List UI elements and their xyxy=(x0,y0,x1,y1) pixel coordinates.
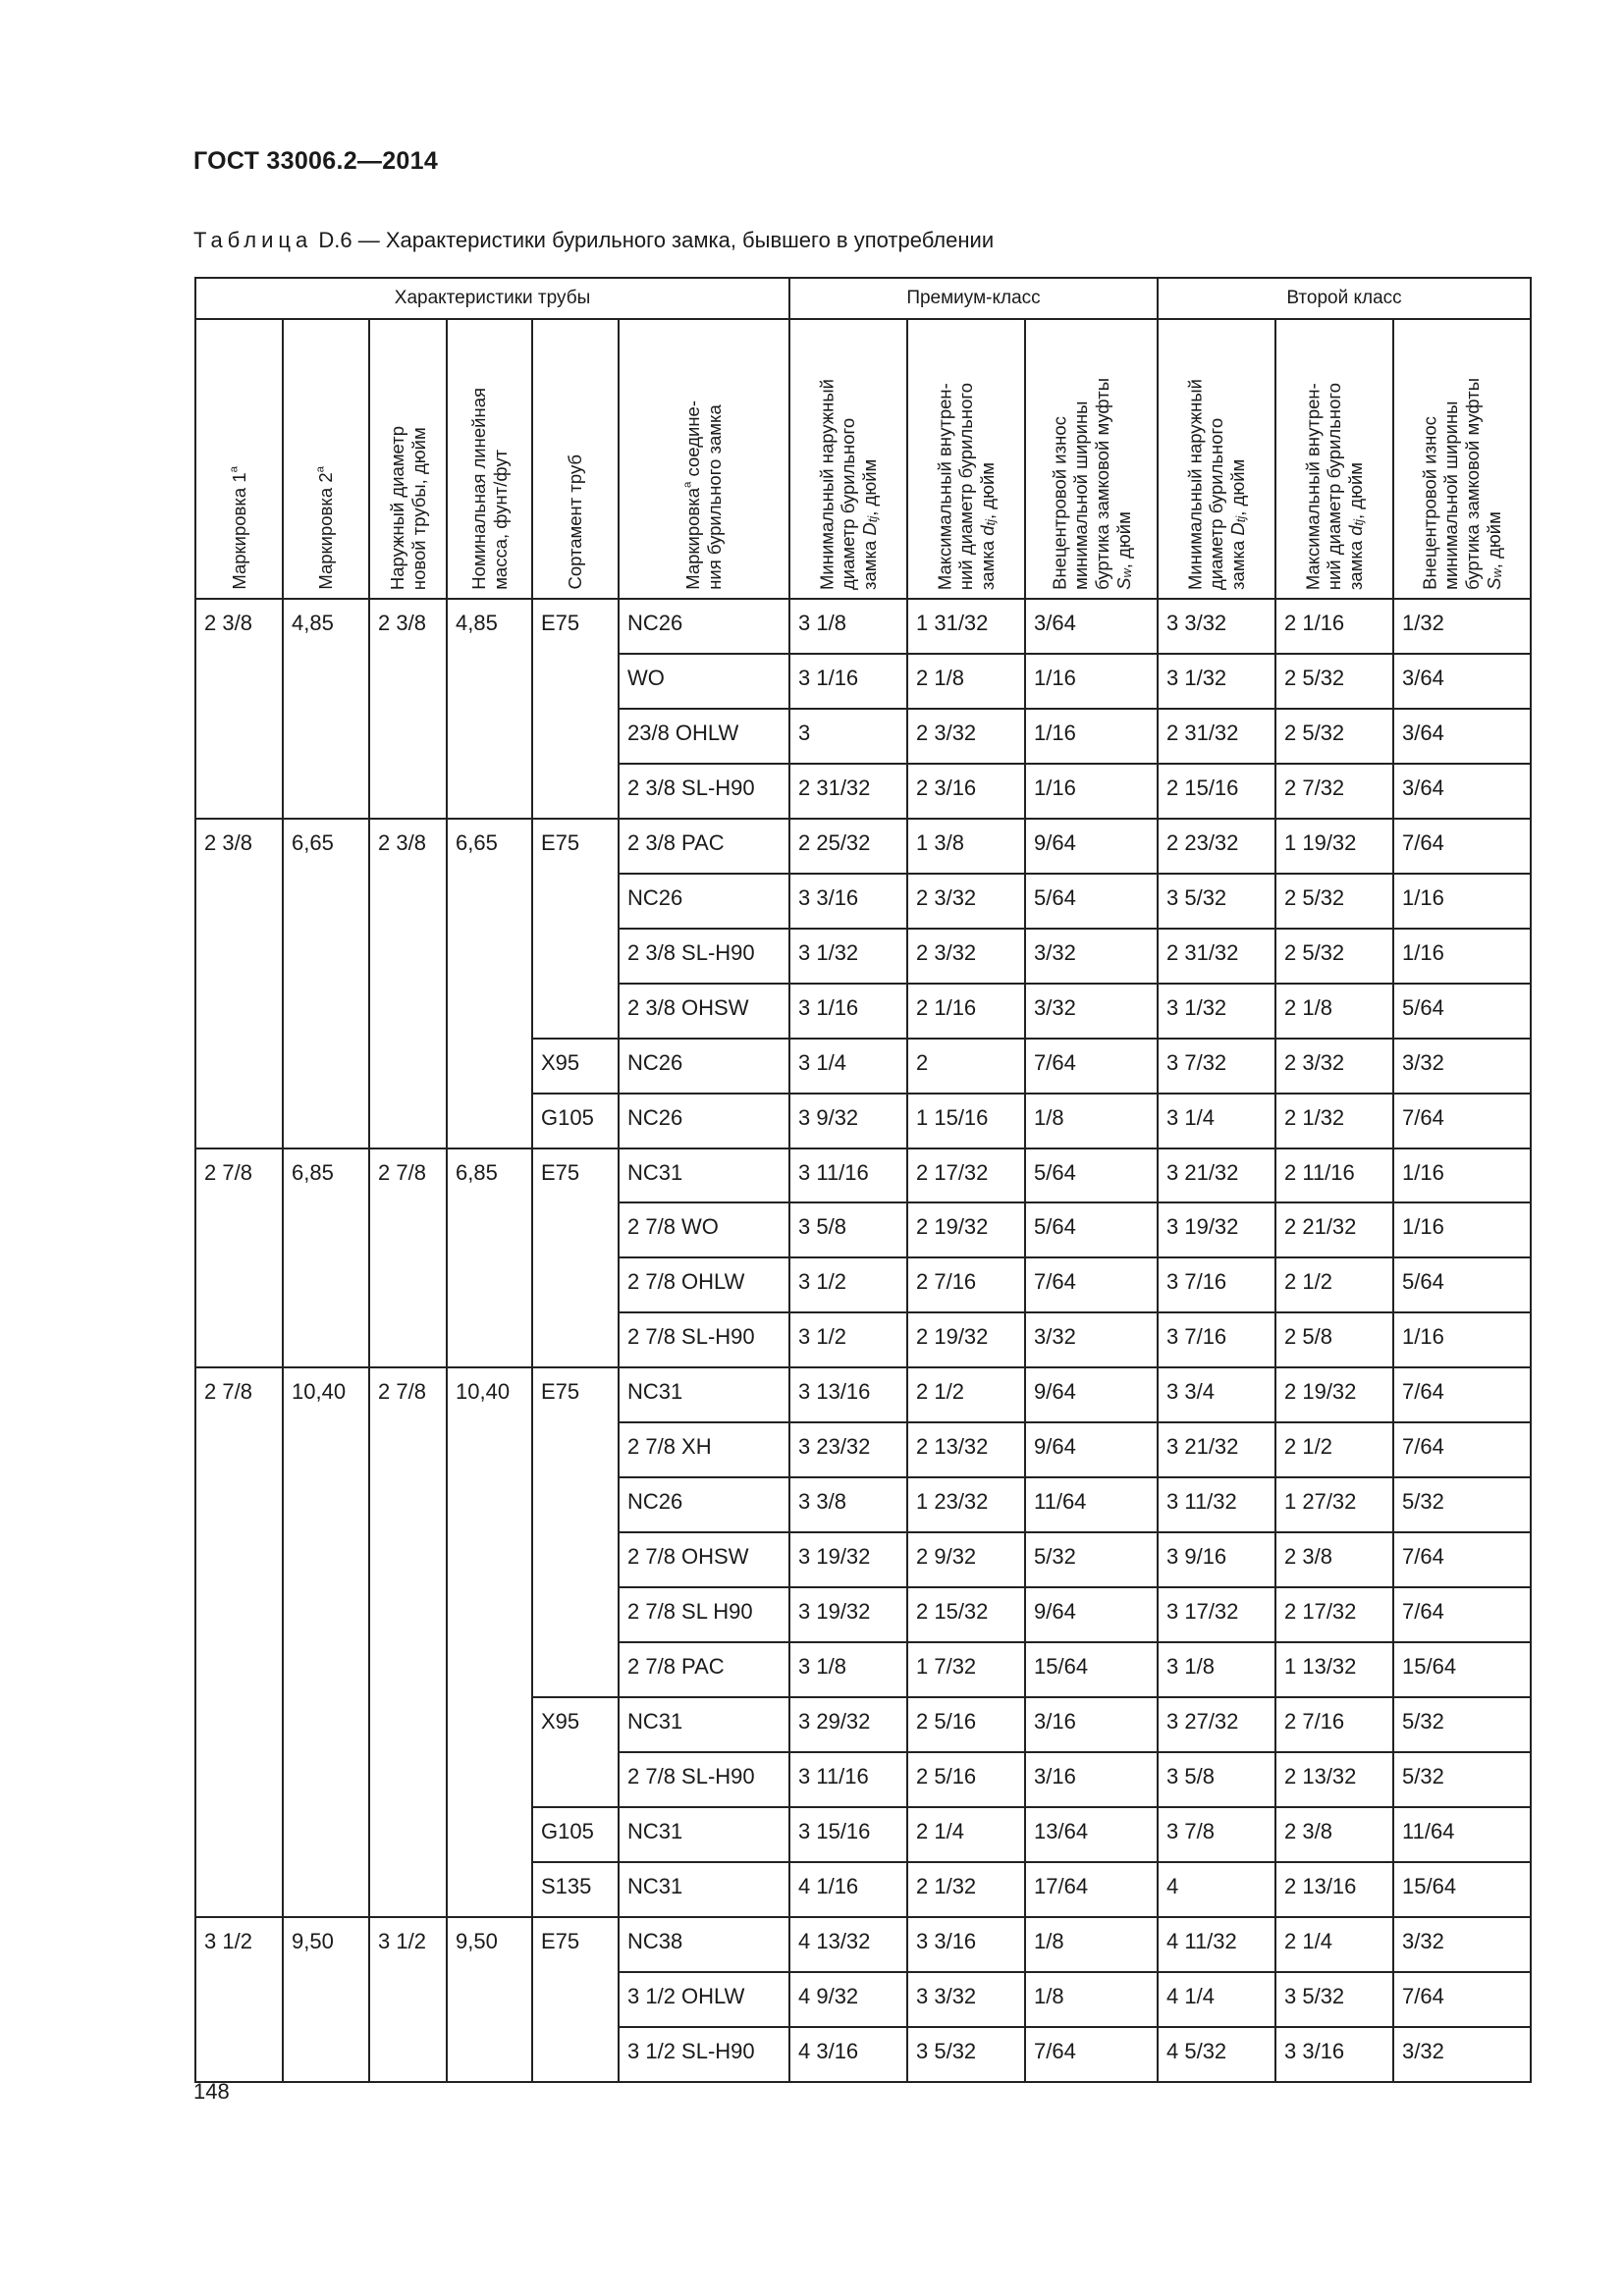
cell-second-max-id: 2 3/32 xyxy=(1275,1039,1393,1094)
cell-connection: NC26 xyxy=(619,599,789,654)
cell-premium-min-od: 3 5/8 xyxy=(789,1202,907,1257)
cell-premium-min-od: 3 1/32 xyxy=(789,929,907,984)
cell-pipe-mark1: 2 3/8 xyxy=(195,819,283,1148)
p-min-line2: диаметр бурильного xyxy=(838,417,859,590)
col-conn-label-a: Маркировка xyxy=(682,488,704,590)
cell-connection: NC26 xyxy=(619,1039,789,1094)
cell-connection: NC31 xyxy=(619,1148,789,1203)
cell-grade: X95 xyxy=(532,1039,619,1094)
col-mark1-label: Маркировка 1 xyxy=(228,472,249,590)
cell-pipe-od: 2 7/8 xyxy=(369,1148,447,1368)
cell-premium-max-id: 2 1/32 xyxy=(907,1862,1025,1917)
col-mark1-header xyxy=(195,319,283,599)
cell-second-max-id: 2 5/32 xyxy=(1275,874,1393,929)
cell-premium-max-id: 1 3/8 xyxy=(907,819,1025,874)
cell-second-min-od: 4 1/4 xyxy=(1158,1972,1275,2027)
cell-premium-min-od: 3 3/8 xyxy=(789,1477,907,1532)
cell-premium-min-od: 3 3/16 xyxy=(789,874,907,929)
cell-premium-max-id: 2 3/32 xyxy=(907,929,1025,984)
cell-connection: 2 7/8 SL H90 xyxy=(619,1587,789,1642)
cell-premium-ecc-wear: 1/16 xyxy=(1025,654,1158,709)
cell-connection: 2 3/8 SL-H90 xyxy=(619,764,789,819)
cell-premium-ecc-wear: 17/64 xyxy=(1025,1862,1158,1917)
cell-second-max-id: 2 13/16 xyxy=(1275,1862,1393,1917)
col-mass-label-line2: масса, фунт/фут xyxy=(489,450,511,590)
cell-second-min-od: 3 7/32 xyxy=(1158,1039,1275,1094)
cell-second-min-od: 3 11/32 xyxy=(1158,1477,1275,1532)
cell-second-min-od: 3 1/32 xyxy=(1158,984,1275,1039)
cell-grade: E75 xyxy=(532,1917,619,2082)
cell-premium-min-od: 3 19/32 xyxy=(789,1532,907,1587)
cell-second-min-od: 3 9/16 xyxy=(1158,1532,1275,1587)
cell-second-max-id: 2 5/32 xyxy=(1275,709,1393,764)
cell-pipe-mass: 10,40 xyxy=(447,1367,532,1917)
table-caption xyxy=(193,228,994,253)
cell-premium-max-id: 2 3/16 xyxy=(907,764,1025,819)
cell-premium-max-id: 2 5/16 xyxy=(907,1697,1025,1752)
cell-second-ecc-wear: 3/64 xyxy=(1393,709,1531,764)
cell-premium-max-id: 2 13/32 xyxy=(907,1422,1025,1477)
cell-second-ecc-wear: 1/16 xyxy=(1393,874,1531,929)
cell-premium-ecc-wear: 1/16 xyxy=(1025,764,1158,819)
col-grade-header xyxy=(532,319,619,599)
cell-connection: NC38 xyxy=(619,1917,789,1972)
cell-connection: 2 7/8 SL-H90 xyxy=(619,1752,789,1807)
cell-grade: E75 xyxy=(532,1367,619,1697)
cell-connection: NC31 xyxy=(619,1807,789,1862)
cell-pipe-od: 2 3/8 xyxy=(369,599,447,819)
table-row xyxy=(195,599,1531,654)
cell-second-max-id: 2 3/8 xyxy=(1275,1807,1393,1862)
cell-second-max-id: 2 7/16 xyxy=(1275,1697,1393,1752)
cell-pipe-mark2: 9,50 xyxy=(283,1917,369,2082)
col-mass-label-line1: Номинальная линейная xyxy=(467,388,489,590)
cell-premium-ecc-wear: 5/64 xyxy=(1025,874,1158,929)
col-premium-min-od-header xyxy=(789,319,907,599)
s-min-line3b: , дюйм xyxy=(1226,458,1248,516)
cell-premium-ecc-wear: 5/64 xyxy=(1025,1148,1158,1203)
cell-premium-ecc-wear: 5/64 xyxy=(1025,1202,1158,1257)
drill-joint-table xyxy=(194,277,1532,2083)
col-conn-label-line2: ния бурильного замка xyxy=(704,404,725,590)
cell-premium-ecc-wear: 1/8 xyxy=(1025,1917,1158,1972)
p-max-line2: ний диаметр бурильного xyxy=(955,382,977,590)
table-body xyxy=(195,599,1531,2082)
cell-premium-min-od: 3 13/16 xyxy=(789,1367,907,1422)
p-ecc-line2: минимальной ширины xyxy=(1069,400,1091,590)
cell-second-max-id: 2 13/32 xyxy=(1275,1752,1393,1807)
cell-second-min-od: 3 17/32 xyxy=(1158,1587,1275,1642)
cell-grade: G105 xyxy=(532,1807,619,1862)
cell-second-max-id: 2 19/32 xyxy=(1275,1367,1393,1422)
col-conn-footnote: а xyxy=(681,481,694,489)
cell-premium-min-od: 3 29/32 xyxy=(789,1697,907,1752)
cell-second-ecc-wear: 5/32 xyxy=(1393,1477,1531,1532)
cell-second-min-od: 2 31/32 xyxy=(1158,709,1275,764)
cell-second-min-od: 2 23/32 xyxy=(1158,819,1275,874)
cell-second-max-id: 1 19/32 xyxy=(1275,819,1393,874)
cell-second-min-od: 3 1/4 xyxy=(1158,1094,1275,1148)
cell-premium-max-id: 2 xyxy=(907,1039,1025,1094)
cell-second-max-id: 2 3/8 xyxy=(1275,1532,1393,1587)
cell-premium-min-od: 4 13/32 xyxy=(789,1917,907,1972)
p-ecc-subscript: w xyxy=(1118,568,1134,578)
cell-connection: 23/8 OHLW xyxy=(619,709,789,764)
cell-pipe-mark1: 2 7/8 xyxy=(195,1148,283,1368)
s-max-line3b: , дюйм xyxy=(1344,461,1366,519)
cell-second-min-od: 3 1/8 xyxy=(1158,1642,1275,1697)
cell-second-max-id: 2 1/4 xyxy=(1275,1917,1393,1972)
cell-premium-max-id: 2 7/16 xyxy=(907,1257,1025,1312)
cell-premium-ecc-wear: 9/64 xyxy=(1025,1367,1158,1422)
cell-second-ecc-wear: 7/64 xyxy=(1393,1422,1531,1477)
cell-premium-ecc-wear: 9/64 xyxy=(1025,1422,1158,1477)
cell-premium-ecc-wear: 3/32 xyxy=(1025,929,1158,984)
cell-premium-ecc-wear: 3/64 xyxy=(1025,599,1158,654)
caption-prefix: Таблица xyxy=(193,228,313,252)
s-max-line3a: замка xyxy=(1344,535,1366,590)
cell-connection: 2 7/8 WO xyxy=(619,1202,789,1257)
cell-premium-ecc-wear: 1/8 xyxy=(1025,1094,1158,1148)
cell-premium-ecc-wear: 3/16 xyxy=(1025,1752,1158,1807)
s-ecc-subscript: w xyxy=(1489,568,1505,578)
cell-second-ecc-wear: 3/64 xyxy=(1393,764,1531,819)
cell-connection: NC31 xyxy=(619,1367,789,1422)
cell-premium-min-od: 3 1/16 xyxy=(789,984,907,1039)
cell-premium-min-od: 3 11/16 xyxy=(789,1148,907,1203)
cell-second-ecc-wear: 5/64 xyxy=(1393,984,1531,1039)
cell-pipe-od: 2 3/8 xyxy=(369,819,447,1148)
s-ecc-line1: Внецентровой износ xyxy=(1419,416,1440,590)
cell-premium-ecc-wear: 7/64 xyxy=(1025,1257,1158,1312)
cell-premium-min-od: 3 1/8 xyxy=(789,1642,907,1697)
cell-second-min-od: 4 5/32 xyxy=(1158,2027,1275,2082)
cell-second-max-id: 2 21/32 xyxy=(1275,1202,1393,1257)
cell-connection: 2 3/8 PAC xyxy=(619,819,789,874)
cell-second-min-od: 3 7/16 xyxy=(1158,1312,1275,1367)
cell-connection: NC26 xyxy=(619,1477,789,1532)
cell-second-min-od: 3 27/32 xyxy=(1158,1697,1275,1752)
cell-premium-max-id: 2 1/8 xyxy=(907,654,1025,709)
cell-connection: NC26 xyxy=(619,1094,789,1148)
p-min-line3b: , дюйм xyxy=(858,458,880,516)
cell-premium-max-id: 3 3/16 xyxy=(907,1917,1025,1972)
cell-premium-min-od: 3 1/4 xyxy=(789,1039,907,1094)
cell-premium-min-od: 3 19/32 xyxy=(789,1587,907,1642)
col-od-label-line2: новой трубы, дюйм xyxy=(407,427,429,590)
column-header-row xyxy=(195,319,1531,599)
cell-premium-min-od: 3 1/2 xyxy=(789,1257,907,1312)
cell-second-min-od: 4 11/32 xyxy=(1158,1917,1275,1972)
cell-connection: 2 7/8 OHSW xyxy=(619,1532,789,1587)
s-max-symbol: d xyxy=(1344,525,1366,536)
p-max-symbol: d xyxy=(976,525,998,536)
p-max-line3b: , дюйм xyxy=(976,461,998,519)
cell-second-max-id: 2 5/8 xyxy=(1275,1312,1393,1367)
table-row xyxy=(195,1367,1531,1422)
col-od-label-line1: Наружный диаметр xyxy=(386,425,407,590)
cell-premium-max-id: 2 19/32 xyxy=(907,1202,1025,1257)
p-max-line1: Максимальный внутрен- xyxy=(934,383,955,590)
cell-pipe-mark1: 2 7/8 xyxy=(195,1367,283,1917)
col-grade-label: Сортамент труб xyxy=(565,454,586,590)
cell-second-ecc-wear: 15/64 xyxy=(1393,1642,1531,1697)
cell-second-ecc-wear: 7/64 xyxy=(1393,819,1531,874)
cell-second-min-od: 3 7/8 xyxy=(1158,1807,1275,1862)
p-max-subscript: tj xyxy=(983,518,999,526)
cell-second-ecc-wear: 7/64 xyxy=(1393,1532,1531,1587)
cell-second-ecc-wear: 15/64 xyxy=(1393,1862,1531,1917)
s-max-line2: ний диаметр бурильного xyxy=(1324,382,1345,590)
cell-premium-min-od: 3 11/16 xyxy=(789,1752,907,1807)
cell-second-ecc-wear: 1/32 xyxy=(1393,599,1531,654)
cell-premium-max-id: 2 1/4 xyxy=(907,1807,1025,1862)
cell-second-max-id: 2 5/32 xyxy=(1275,929,1393,984)
cell-premium-min-od: 3 1/2 xyxy=(789,1312,907,1367)
cell-premium-max-id: 3 5/32 xyxy=(907,2027,1025,2082)
cell-second-max-id: 2 1/8 xyxy=(1275,984,1393,1039)
cell-connection: WO xyxy=(619,654,789,709)
cell-grade: E75 xyxy=(532,599,619,819)
cell-second-min-od: 2 31/32 xyxy=(1158,929,1275,984)
cell-premium-min-od: 3 9/32 xyxy=(789,1094,907,1148)
s-min-line3a: замка xyxy=(1226,535,1248,590)
cell-premium-ecc-wear: 1/8 xyxy=(1025,1972,1158,2027)
cell-second-ecc-wear: 5/32 xyxy=(1393,1752,1531,1807)
s-min-line1: Минимальный наружный xyxy=(1184,379,1206,590)
cell-premium-ecc-wear: 7/64 xyxy=(1025,2027,1158,2082)
cell-pipe-mark1: 3 1/2 xyxy=(195,1917,283,2082)
cell-second-max-id: 2 7/32 xyxy=(1275,764,1393,819)
cell-premium-ecc-wear: 11/64 xyxy=(1025,1477,1158,1532)
cell-connection: 2 3/8 SL-H90 xyxy=(619,929,789,984)
cell-premium-max-id: 2 15/32 xyxy=(907,1587,1025,1642)
col-conn-label-b: соедине- xyxy=(682,400,704,482)
cell-second-max-id: 2 17/32 xyxy=(1275,1587,1393,1642)
p-min-line3a: замка xyxy=(858,535,880,590)
group-second-header: Второй класс xyxy=(1158,278,1531,319)
col-mark1-footnote: а xyxy=(227,466,240,473)
cell-second-min-od: 3 1/32 xyxy=(1158,654,1275,709)
cell-premium-ecc-wear: 13/64 xyxy=(1025,1807,1158,1862)
p-min-line1: Минимальный наружный xyxy=(816,379,838,590)
cell-pipe-mass: 4,85 xyxy=(447,599,532,819)
cell-pipe-mass: 9,50 xyxy=(447,1917,532,2082)
cell-grade: X95 xyxy=(532,1697,619,1807)
cell-second-min-od: 3 5/32 xyxy=(1158,874,1275,929)
cell-premium-max-id: 1 31/32 xyxy=(907,599,1025,654)
cell-second-max-id: 2 1/32 xyxy=(1275,1094,1393,1148)
cell-second-min-od: 3 3/32 xyxy=(1158,599,1275,654)
s-ecc-line2: минимальной ширины xyxy=(1440,400,1462,590)
p-min-subscript: tj xyxy=(865,515,881,523)
group-premium-header: Премиум-класс xyxy=(789,278,1158,319)
cell-premium-min-od: 3 23/32 xyxy=(789,1422,907,1477)
cell-premium-min-od: 4 3/16 xyxy=(789,2027,907,2082)
cell-connection: 3 1/2 SL-H90 xyxy=(619,2027,789,2082)
cell-premium-ecc-wear: 3/16 xyxy=(1025,1697,1158,1752)
document-standard-header: ГОСТ 33006.2—2014 xyxy=(193,147,439,175)
cell-second-min-od: 3 19/32 xyxy=(1158,1202,1275,1257)
cell-second-max-id: 2 5/32 xyxy=(1275,654,1393,709)
cell-second-ecc-wear: 3/32 xyxy=(1393,1039,1531,1094)
p-ecc-line1: Внецентровой износ xyxy=(1048,416,1069,590)
cell-second-max-id: 2 1/16 xyxy=(1275,599,1393,654)
col-mark2-header xyxy=(283,319,369,599)
cell-second-ecc-wear: 1/16 xyxy=(1393,929,1531,984)
cell-premium-min-od: 2 25/32 xyxy=(789,819,907,874)
cell-grade: E75 xyxy=(532,1148,619,1368)
s-min-symbol: D xyxy=(1226,522,1248,536)
cell-connection: 2 7/8 PAC xyxy=(619,1642,789,1697)
table-row xyxy=(195,1148,1531,1203)
cell-connection: 2 3/8 OHSW xyxy=(619,984,789,1039)
cell-second-min-od: 3 21/32 xyxy=(1158,1422,1275,1477)
cell-second-max-id: 1 13/32 xyxy=(1275,1642,1393,1697)
cell-second-ecc-wear: 5/64 xyxy=(1393,1257,1531,1312)
cell-premium-min-od: 3 1/8 xyxy=(789,599,907,654)
group-pipe-header: Характеристики трубы xyxy=(195,278,789,319)
cell-second-ecc-wear: 5/32 xyxy=(1393,1697,1531,1752)
cell-premium-max-id: 2 19/32 xyxy=(907,1312,1025,1367)
cell-second-max-id: 2 1/2 xyxy=(1275,1257,1393,1312)
cell-premium-max-id: 2 1/2 xyxy=(907,1367,1025,1422)
cell-second-max-id: 3 3/16 xyxy=(1275,2027,1393,2082)
cell-second-max-id: 2 11/16 xyxy=(1275,1148,1393,1203)
cell-connection: 2 7/8 SL-H90 xyxy=(619,1312,789,1367)
cell-connection: NC31 xyxy=(619,1697,789,1752)
s-ecc-line3: буртика замковой муфты xyxy=(1462,378,1483,590)
cell-grade: S135 xyxy=(532,1862,619,1917)
cell-second-min-od: 2 15/16 xyxy=(1158,764,1275,819)
cell-second-ecc-wear: 7/64 xyxy=(1393,1587,1531,1642)
table-row xyxy=(195,1917,1531,1972)
cell-second-min-od: 3 5/8 xyxy=(1158,1752,1275,1807)
group-header-row xyxy=(195,278,1531,319)
cell-pipe-mass: 6,85 xyxy=(447,1148,532,1368)
s-min-line2: диаметр бурильного xyxy=(1206,417,1227,590)
cell-premium-max-id: 1 15/16 xyxy=(907,1094,1025,1148)
cell-premium-ecc-wear: 3/32 xyxy=(1025,984,1158,1039)
cell-second-max-id: 2 1/2 xyxy=(1275,1422,1393,1477)
cell-premium-max-id: 2 1/16 xyxy=(907,984,1025,1039)
cell-second-min-od: 3 21/32 xyxy=(1158,1148,1275,1203)
cell-second-ecc-wear: 7/64 xyxy=(1393,1094,1531,1148)
cell-connection: 2 7/8 OHLW xyxy=(619,1257,789,1312)
cell-second-max-id: 1 27/32 xyxy=(1275,1477,1393,1532)
p-ecc-line4b: , дюйм xyxy=(1112,511,1134,569)
cell-premium-max-id: 1 7/32 xyxy=(907,1642,1025,1697)
table-head xyxy=(195,278,1531,599)
cell-premium-max-id: 2 9/32 xyxy=(907,1532,1025,1587)
cell-premium-max-id: 2 5/16 xyxy=(907,1752,1025,1807)
cell-premium-max-id: 2 3/32 xyxy=(907,709,1025,764)
cell-premium-max-id: 3 3/32 xyxy=(907,1972,1025,2027)
col-second-ecc-wear-header xyxy=(1393,319,1531,599)
cell-pipe-od: 3 1/2 xyxy=(369,1917,447,2082)
col-connection-header xyxy=(619,319,789,599)
col-premium-max-id-header xyxy=(907,319,1025,599)
col-mass-header xyxy=(447,319,532,599)
cell-connection: 2 7/8 XH xyxy=(619,1422,789,1477)
cell-pipe-mark2: 6,85 xyxy=(283,1148,369,1368)
p-ecc-symbol: S xyxy=(1112,577,1134,590)
cell-second-ecc-wear: 3/32 xyxy=(1393,1917,1531,1972)
cell-second-ecc-wear: 3/32 xyxy=(1393,2027,1531,2082)
cell-premium-ecc-wear: 3/32 xyxy=(1025,1312,1158,1367)
cell-premium-ecc-wear: 9/64 xyxy=(1025,819,1158,874)
col-premium-ecc-wear-header xyxy=(1025,319,1158,599)
s-max-subscript: tj xyxy=(1351,518,1367,526)
cell-premium-ecc-wear: 1/16 xyxy=(1025,709,1158,764)
p-min-symbol: D xyxy=(858,522,880,536)
s-ecc-line4b: , дюйм xyxy=(1483,511,1504,569)
cell-second-ecc-wear: 11/64 xyxy=(1393,1807,1531,1862)
cell-second-max-id: 3 5/32 xyxy=(1275,1972,1393,2027)
caption-title: D.6 — Характеристики бурильного замка, бывшего в употреблении xyxy=(312,228,995,252)
p-max-line3a: замка xyxy=(976,535,998,590)
cell-pipe-od: 2 7/8 xyxy=(369,1367,447,1917)
cell-pipe-mass: 6,65 xyxy=(447,819,532,1148)
cell-connection: NC26 xyxy=(619,874,789,929)
cell-second-ecc-wear: 7/64 xyxy=(1393,1972,1531,2027)
cell-premium-min-od: 3 15/16 xyxy=(789,1807,907,1862)
cell-premium-min-od: 3 1/16 xyxy=(789,654,907,709)
col-second-max-id-header xyxy=(1275,319,1393,599)
cell-premium-max-id: 2 3/32 xyxy=(907,874,1025,929)
cell-premium-min-od: 3 xyxy=(789,709,907,764)
cell-premium-ecc-wear: 15/64 xyxy=(1025,1642,1158,1697)
cell-premium-max-id: 1 23/32 xyxy=(907,1477,1025,1532)
s-min-subscript: tj xyxy=(1233,515,1249,523)
cell-second-min-od: 3 3/4 xyxy=(1158,1367,1275,1422)
table-row xyxy=(195,819,1531,874)
cell-premium-ecc-wear: 7/64 xyxy=(1025,1039,1158,1094)
col-mark2-label: Маркировка 2 xyxy=(315,472,337,590)
cell-premium-max-id: 2 17/32 xyxy=(907,1148,1025,1203)
cell-pipe-mark2: 4,85 xyxy=(283,599,369,819)
cell-connection: NC31 xyxy=(619,1862,789,1917)
cell-second-ecc-wear: 1/16 xyxy=(1393,1202,1531,1257)
cell-second-ecc-wear: 3/64 xyxy=(1393,654,1531,709)
cell-premium-ecc-wear: 9/64 xyxy=(1025,1587,1158,1642)
cell-grade: E75 xyxy=(532,819,619,1039)
page-number: 148 xyxy=(193,2079,230,2104)
col-second-min-od-header xyxy=(1158,319,1275,599)
cell-grade: G105 xyxy=(532,1094,619,1148)
cell-pipe-mark2: 10,40 xyxy=(283,1367,369,1917)
cell-premium-ecc-wear: 5/32 xyxy=(1025,1532,1158,1587)
cell-pipe-mark1: 2 3/8 xyxy=(195,599,283,819)
cell-pipe-mark2: 6,65 xyxy=(283,819,369,1148)
s-ecc-symbol: S xyxy=(1483,577,1504,590)
col-od-header xyxy=(369,319,447,599)
col-mark2-footnote: а xyxy=(314,466,327,473)
cell-second-ecc-wear: 1/16 xyxy=(1393,1312,1531,1367)
cell-second-ecc-wear: 1/16 xyxy=(1393,1148,1531,1203)
cell-second-min-od: 3 7/16 xyxy=(1158,1257,1275,1312)
cell-second-ecc-wear: 7/64 xyxy=(1393,1367,1531,1422)
s-max-line1: Максимальный внутрен- xyxy=(1302,383,1324,590)
p-ecc-line3: буртика замковой муфты xyxy=(1091,378,1112,590)
cell-connection: 3 1/2 OHLW xyxy=(619,1972,789,2027)
cell-second-min-od: 4 xyxy=(1158,1862,1275,1917)
cell-premium-min-od: 2 31/32 xyxy=(789,764,907,819)
cell-premium-min-od: 4 1/16 xyxy=(789,1862,907,1917)
cell-premium-min-od: 4 9/32 xyxy=(789,1972,907,2027)
